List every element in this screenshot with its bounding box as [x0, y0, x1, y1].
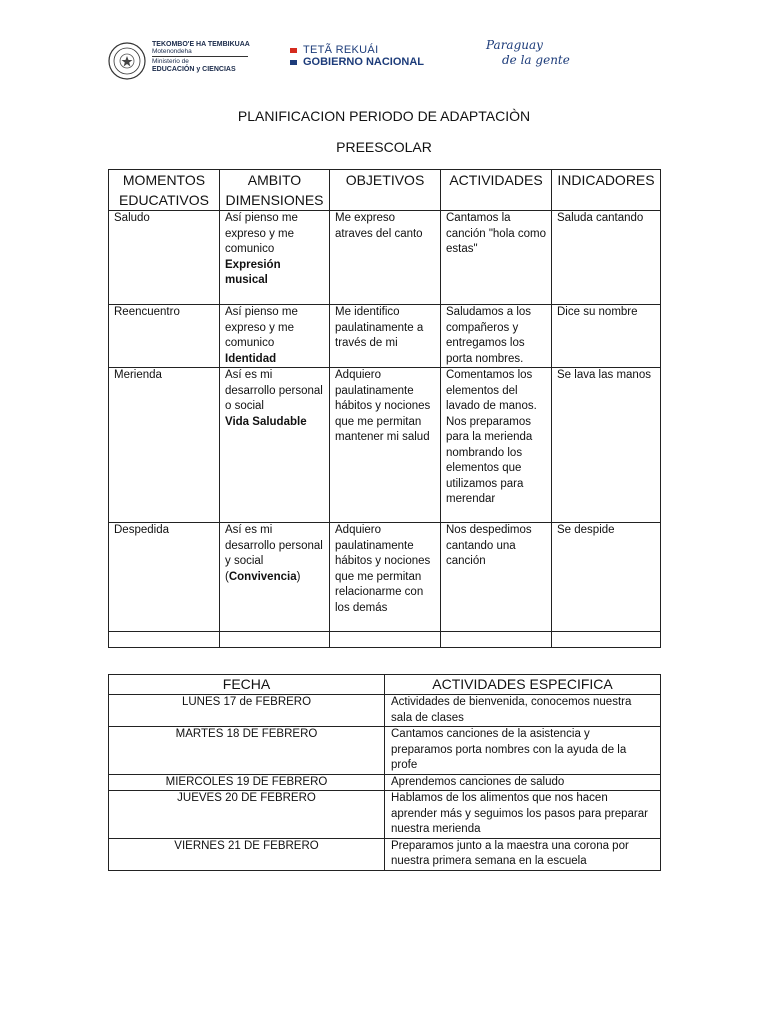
- cell-actividad: Preparamos junto a la maestra una corona por nuestra primera semana en la escuela: [385, 838, 661, 870]
- cell-actividad: Nos despedimos cantando una canción: [441, 523, 552, 632]
- document-title: PLANIFICACION PERIODO DE ADAPTACIÒN: [237, 108, 531, 124]
- government-line-1: TETÃ REKUÁI: [303, 44, 379, 56]
- table-row: [109, 791, 661, 839]
- cell-actividad: Comentamos los elementos del lavado de manos. Nos preparamos para la merienda nombrando los elementos que utilizamos para merendar: [441, 368, 552, 523]
- cell-objetivo: Adquiero paulatinamente hábitos y nociones que me permitan mantener mi salud: [330, 368, 441, 523]
- table-row: [109, 695, 661, 727]
- table-row: [109, 774, 661, 791]
- schedule-table: [108, 674, 661, 871]
- cell-momento: Despedida: [109, 523, 220, 632]
- cell-indicador: Se despide: [552, 523, 661, 632]
- cell-actividad: Actividades de bienvenida, conocemos nuestra sala de clases: [385, 695, 661, 727]
- slogan-logo: [486, 38, 570, 68]
- header-actividades: ACTIVIDADES: [441, 170, 552, 211]
- planning-table: [108, 169, 661, 648]
- header-actividades-especifica: ACTIVIDADES ESPECIFICA: [385, 675, 661, 695]
- document-subtitle: PREESCOLAR: [336, 139, 432, 155]
- empty-table-row: [109, 632, 661, 648]
- ministry-line-2: Motenondeha: [152, 48, 192, 56]
- header-fecha: FECHA: [109, 675, 385, 695]
- cell-actividad: Cantamos canciones de la asistencia y preparamos porta nombres con la ayuda de la profe: [385, 727, 661, 775]
- ministry-line-1: TEKOMBO'E HA TEMBIKUAA: [152, 41, 250, 48]
- cell-indicador: Saluda cantando: [552, 211, 661, 305]
- header-indicadores: INDICADORES: [552, 170, 661, 211]
- cell-actividad: Hablamos de los alimentos que nos hacen aprender más y seguimos los pasos para preparar nuestra merienda: [385, 791, 661, 839]
- cell-ambito: Así pienso me expreso y me comunico Identidad: [220, 305, 330, 368]
- table-row: [109, 305, 661, 368]
- table-row: [109, 523, 661, 632]
- cell-momento: Saludo: [109, 211, 220, 305]
- table-row: [109, 727, 661, 775]
- ministry-line-4: EDUCACIÓN y CIENCIAS: [152, 65, 236, 73]
- cell-actividad: Cantamos la canción "hola como estas": [441, 211, 552, 305]
- cell-fecha: MARTES 18 DE FEBRERO: [109, 727, 385, 775]
- cell-indicador: Dice su nombre: [552, 305, 661, 368]
- cell-objetivo: Me identifico paulatinamente a través de mi: [330, 305, 441, 368]
- cell-indicador: Se lava las manos: [552, 368, 661, 523]
- ministry-line-3: Ministerio de: [152, 58, 189, 66]
- header-ambito: AMBITO DIMENSIONES: [220, 170, 330, 211]
- schedule-header-row: [109, 675, 661, 695]
- cell-fecha: LUNES 17 de FEBRERO: [109, 695, 385, 727]
- government-line-2: GOBIERNO NACIONAL: [303, 56, 424, 68]
- cell-fecha: VIERNES 21 DE FEBRERO: [109, 838, 385, 870]
- cell-actividad: Aprendemos canciones de saludo: [385, 774, 661, 791]
- table-row: [109, 838, 661, 870]
- cell-ambito: Así es mi desarrollo personal y social (Convivencia): [220, 523, 330, 632]
- slogan-line-2: de la gente: [502, 53, 570, 67]
- cell-fecha: MIERCOLES 19 DE FEBRERO: [109, 774, 385, 791]
- cell-momento: Reencuentro: [109, 305, 220, 368]
- planning-header-row: [109, 170, 661, 211]
- cell-ambito: Así es mi desarrollo personal o social Vida Saludable: [220, 368, 330, 523]
- cell-fecha: JUEVES 20 DE FEBRERO: [109, 791, 385, 839]
- header-momentos: MOMENTOS EDUCATIVOS: [109, 170, 220, 211]
- cell-ambito: Así pienso me expreso y me comunico Expresión musical: [220, 211, 330, 305]
- cell-objetivo: Adquiero paulatinamente hábitos y nociones que me permitan relacionarme con los demás: [330, 523, 441, 632]
- cell-actividad: Saludamos a los compañeros y entregamos los porta nombres.: [441, 305, 552, 368]
- cell-momento: Merienda: [109, 368, 220, 523]
- flag-red-square-icon: [290, 48, 297, 53]
- document-header: [0, 0, 768, 100]
- header-objetivos: OBJETIVOS: [330, 170, 441, 211]
- national-seal-icon: [108, 42, 146, 80]
- cell-objetivo: Me expreso atraves del canto: [330, 211, 441, 305]
- table-row: [109, 211, 661, 305]
- flag-blue-square-icon: [290, 60, 297, 65]
- slogan-line-1: Paraguay: [486, 38, 543, 52]
- government-logo: [290, 44, 424, 68]
- table-row: [109, 368, 661, 523]
- ministry-logo-text: [152, 41, 250, 73]
